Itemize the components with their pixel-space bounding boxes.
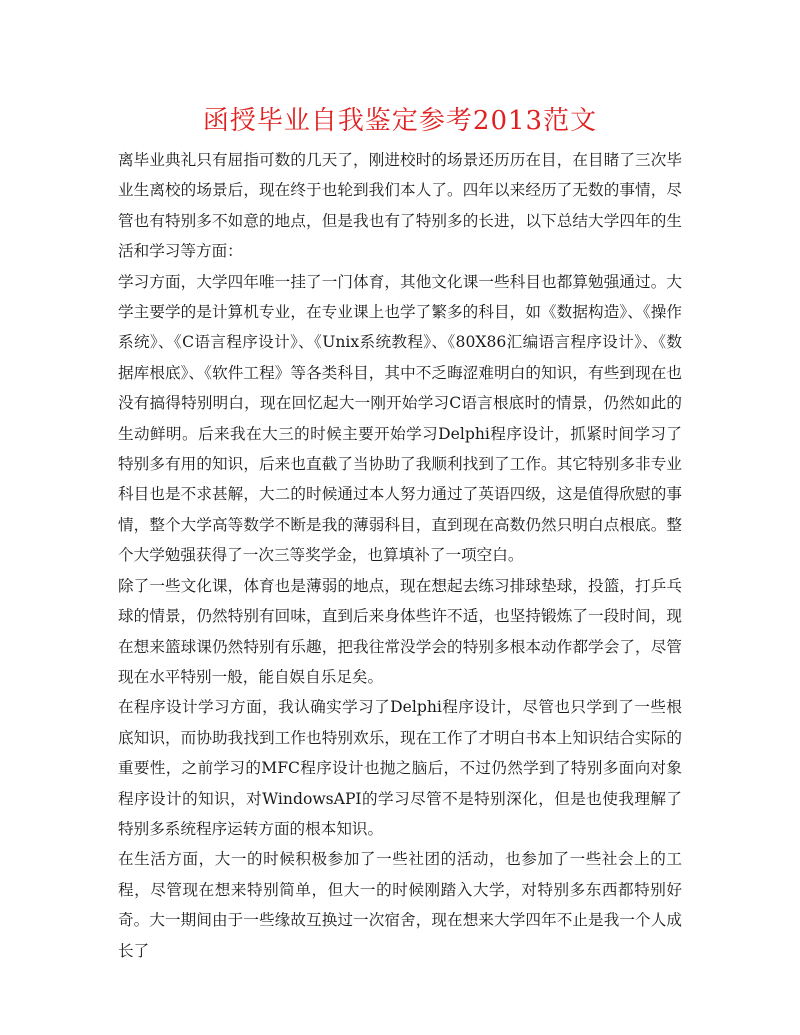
- paragraph-programming: 在程序设计学习方面，我认确实学习了Delphi程序设计，尽管也只学到了一些根底知识，而协助我找到工作也特别欢乐，现在工作了才明白书本上知识结合实际的重要性，之前学习的MFC程序设计也抛之脑后，不过仍然学到了特别多面向对象程序设计的知识，对WindowsAPI的学习尽管不是特别深化，但是也使我理解了特别多系统程序运转方面的根本知识。: [118, 698, 682, 838]
- paragraph-study: 学习方面，大学四年唯一挂了一门体育，其他文化课一些科目也都算勉强通过。大学主要学的是计算机专业，在专业课上也学了繁多的科目，如《数据构造》、《操作系统》、《C语言程序设计》、《Unix系统教程》、《80X86汇编语言程序设计》、《数据库根底》、《软件工程》等各类科目，其中不乏晦涩难明白的知识，有些到现在也没有搞得特别明白，现在回忆起大一刚开始学习C语言根底时的情景，仍然如此的生动鲜明。后来我在大三的时候主要开始学习Delphi程序设计，抓紧时间学习了特别多有用的知识，后来也直截了当协助了我顺利找到了工作。其它特别多非专业科目也是不求甚解，大二的时候通过本人努力通过了英语四级，这是值得欣慰的事情，整个大学高等数学不断是我的薄弱科目，直到现在高数仍然只明白点根底。整个大学勉强获得了一次三等奖学金，也算填补了一项空白。: [118, 272, 682, 565]
- document-body: [118, 145, 682, 966]
- paragraph-life: 在生活方面，大一的时候积极参加了一些社团的活动，也参加了一些社会上的工程，尽管现在想来特别简单，但大一的时候刚踏入大学，对特别多东西都特别好奇。大一期间由于一些缘故互换过一次宿舍，现在想来大学四年不止是我一个人成长了: [118, 850, 682, 960]
- document-title: 函授毕业自我鉴定参考2013范文: [202, 106, 598, 136]
- paragraph-intro: 离毕业典礼只有屈指可数的几天了，刚进校时的场景还历历在目，在目睹了三次毕业生离校的场景后，现在终于也轮到我们本人了。四年以来经历了无数的事情，尽管也有特别多不如意的地点，但是我也有了特别多的长进，以下总结大学四年的生活和学习等方面：: [118, 151, 682, 261]
- paragraph-sports: 除了一些文化课，体育也是薄弱的地点，现在想起去练习排球垫球，投篮，打乒乓球的情景，仍然特别有回味，直到后来身体些许不适，也坚持锻炼了一段时间，现在想来篮球课仍然特别有乐趣，把我往常没学会的特别多根本动作都学会了，尽管现在水平特别一般，能自娱自乐足矣。: [118, 576, 682, 686]
